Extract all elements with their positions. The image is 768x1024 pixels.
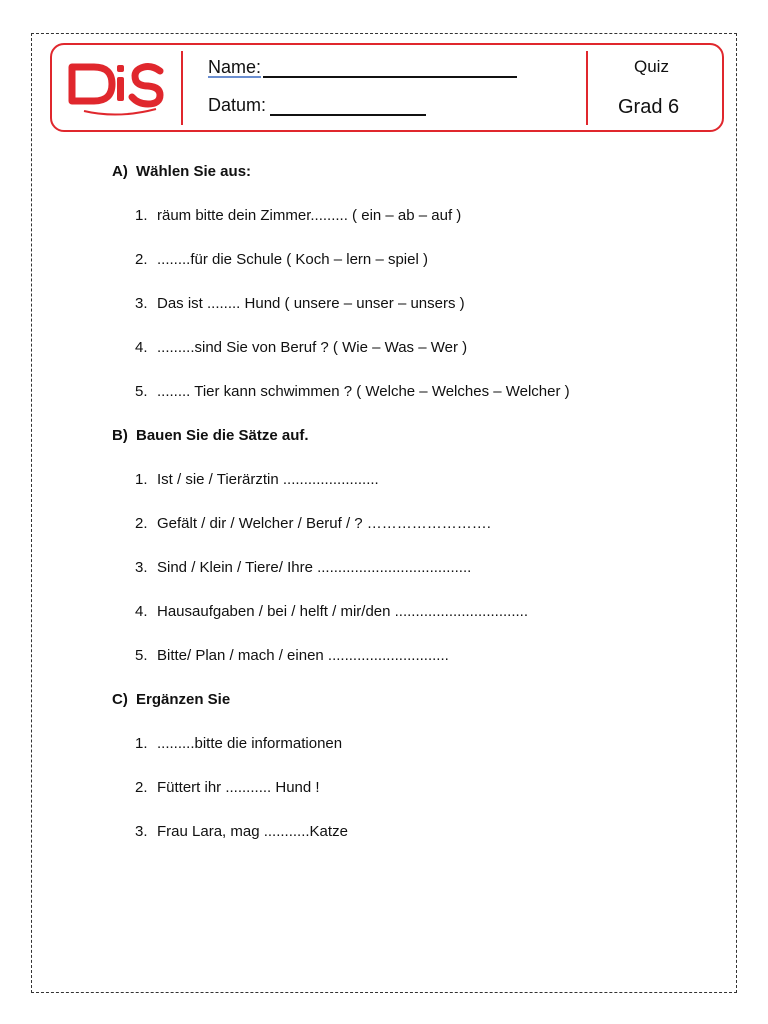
question-item [112, 204, 712, 248]
name-blank-line[interactable] [263, 62, 517, 78]
question-item [112, 512, 712, 556]
question-item [112, 776, 712, 820]
section-letter: A) [112, 163, 128, 180]
question-text: Ist / sie / Tierärztin ....................... [157, 471, 379, 488]
question-item [112, 248, 712, 292]
question-text: räum bitte dein Zimmer......... ( ein – ab – auf ) [157, 207, 462, 224]
section-c [112, 688, 712, 864]
question-number: 1. [135, 471, 148, 488]
question-item [112, 380, 712, 424]
question-item [112, 292, 712, 336]
question-number: 5. [135, 647, 148, 664]
section-title-text: Wählen Sie aus: [136, 163, 252, 180]
question-text: Bitte/ Plan / mach / einen ............................. [157, 647, 449, 664]
question-number: 2. [135, 779, 148, 796]
section-title-text: Ergänzen Sie [136, 691, 231, 708]
name-label: Name: [208, 57, 262, 77]
question-item [112, 468, 712, 512]
question-number: 2. [135, 515, 148, 532]
question-text: .........bitte die informationen [157, 735, 343, 752]
header-divider [181, 51, 183, 125]
question-list [112, 732, 712, 864]
question-text: Füttert ihr ........... Hund ! [157, 779, 320, 796]
date-field[interactable] [208, 95, 426, 116]
section-b [112, 424, 712, 688]
question-item [112, 556, 712, 600]
question-list [112, 204, 712, 424]
question-item [112, 336, 712, 380]
question-number: 3. [135, 559, 148, 576]
question-item [112, 644, 712, 688]
question-number: 5. [135, 383, 148, 400]
question-text: Sind / Klein / Tiere/ Ihre ..................................... [157, 559, 472, 576]
dis-logo [64, 53, 172, 123]
question-item [112, 820, 712, 864]
question-number: 4. [135, 339, 148, 356]
quiz-label: Quiz [634, 57, 669, 76]
question-text: Frau Lara, mag ...........Katze [157, 823, 348, 840]
date-blank-line[interactable] [270, 100, 426, 116]
section-title-text: Bauen Sie die Sätze auf. [136, 427, 309, 444]
section-letter: B) [112, 427, 128, 444]
question-number: 2. [135, 251, 148, 268]
question-text: Hausaufgaben / bei / helft / mir/den ................................ [157, 603, 529, 620]
question-number: 1. [135, 735, 148, 752]
date-label: Datum: [208, 95, 267, 115]
question-number: 3. [135, 823, 148, 840]
section-title [112, 424, 712, 468]
header-divider [586, 51, 588, 125]
section-title [112, 688, 712, 732]
question-text: .........sind Sie von Beruf ? ( Wie – Was – Wer ) [157, 339, 468, 356]
worksheet-content [112, 160, 712, 864]
question-number: 4. [135, 603, 148, 620]
section-a [112, 160, 712, 424]
header-box [50, 43, 724, 132]
question-text: ........für die Schule ( Koch – lern – spiel ) [157, 251, 428, 268]
grade-label: Grad 6 [618, 96, 680, 118]
question-text: Das ist ........ Hund ( unsere – unser – unsers ) [157, 295, 465, 312]
question-text: ........ Tier kann schwimmen ? ( Welche – Welches – Welcher ) [157, 383, 570, 400]
name-field[interactable] [208, 57, 517, 78]
question-list [112, 468, 712, 688]
question-item [112, 600, 712, 644]
section-title [112, 160, 712, 204]
question-item [112, 732, 712, 776]
question-text: Gefält / dir / Welcher / Beruf / ? ……………………. [157, 515, 491, 532]
section-letter: C) [112, 691, 128, 708]
question-number: 1. [135, 207, 148, 224]
question-number: 3. [135, 295, 148, 312]
